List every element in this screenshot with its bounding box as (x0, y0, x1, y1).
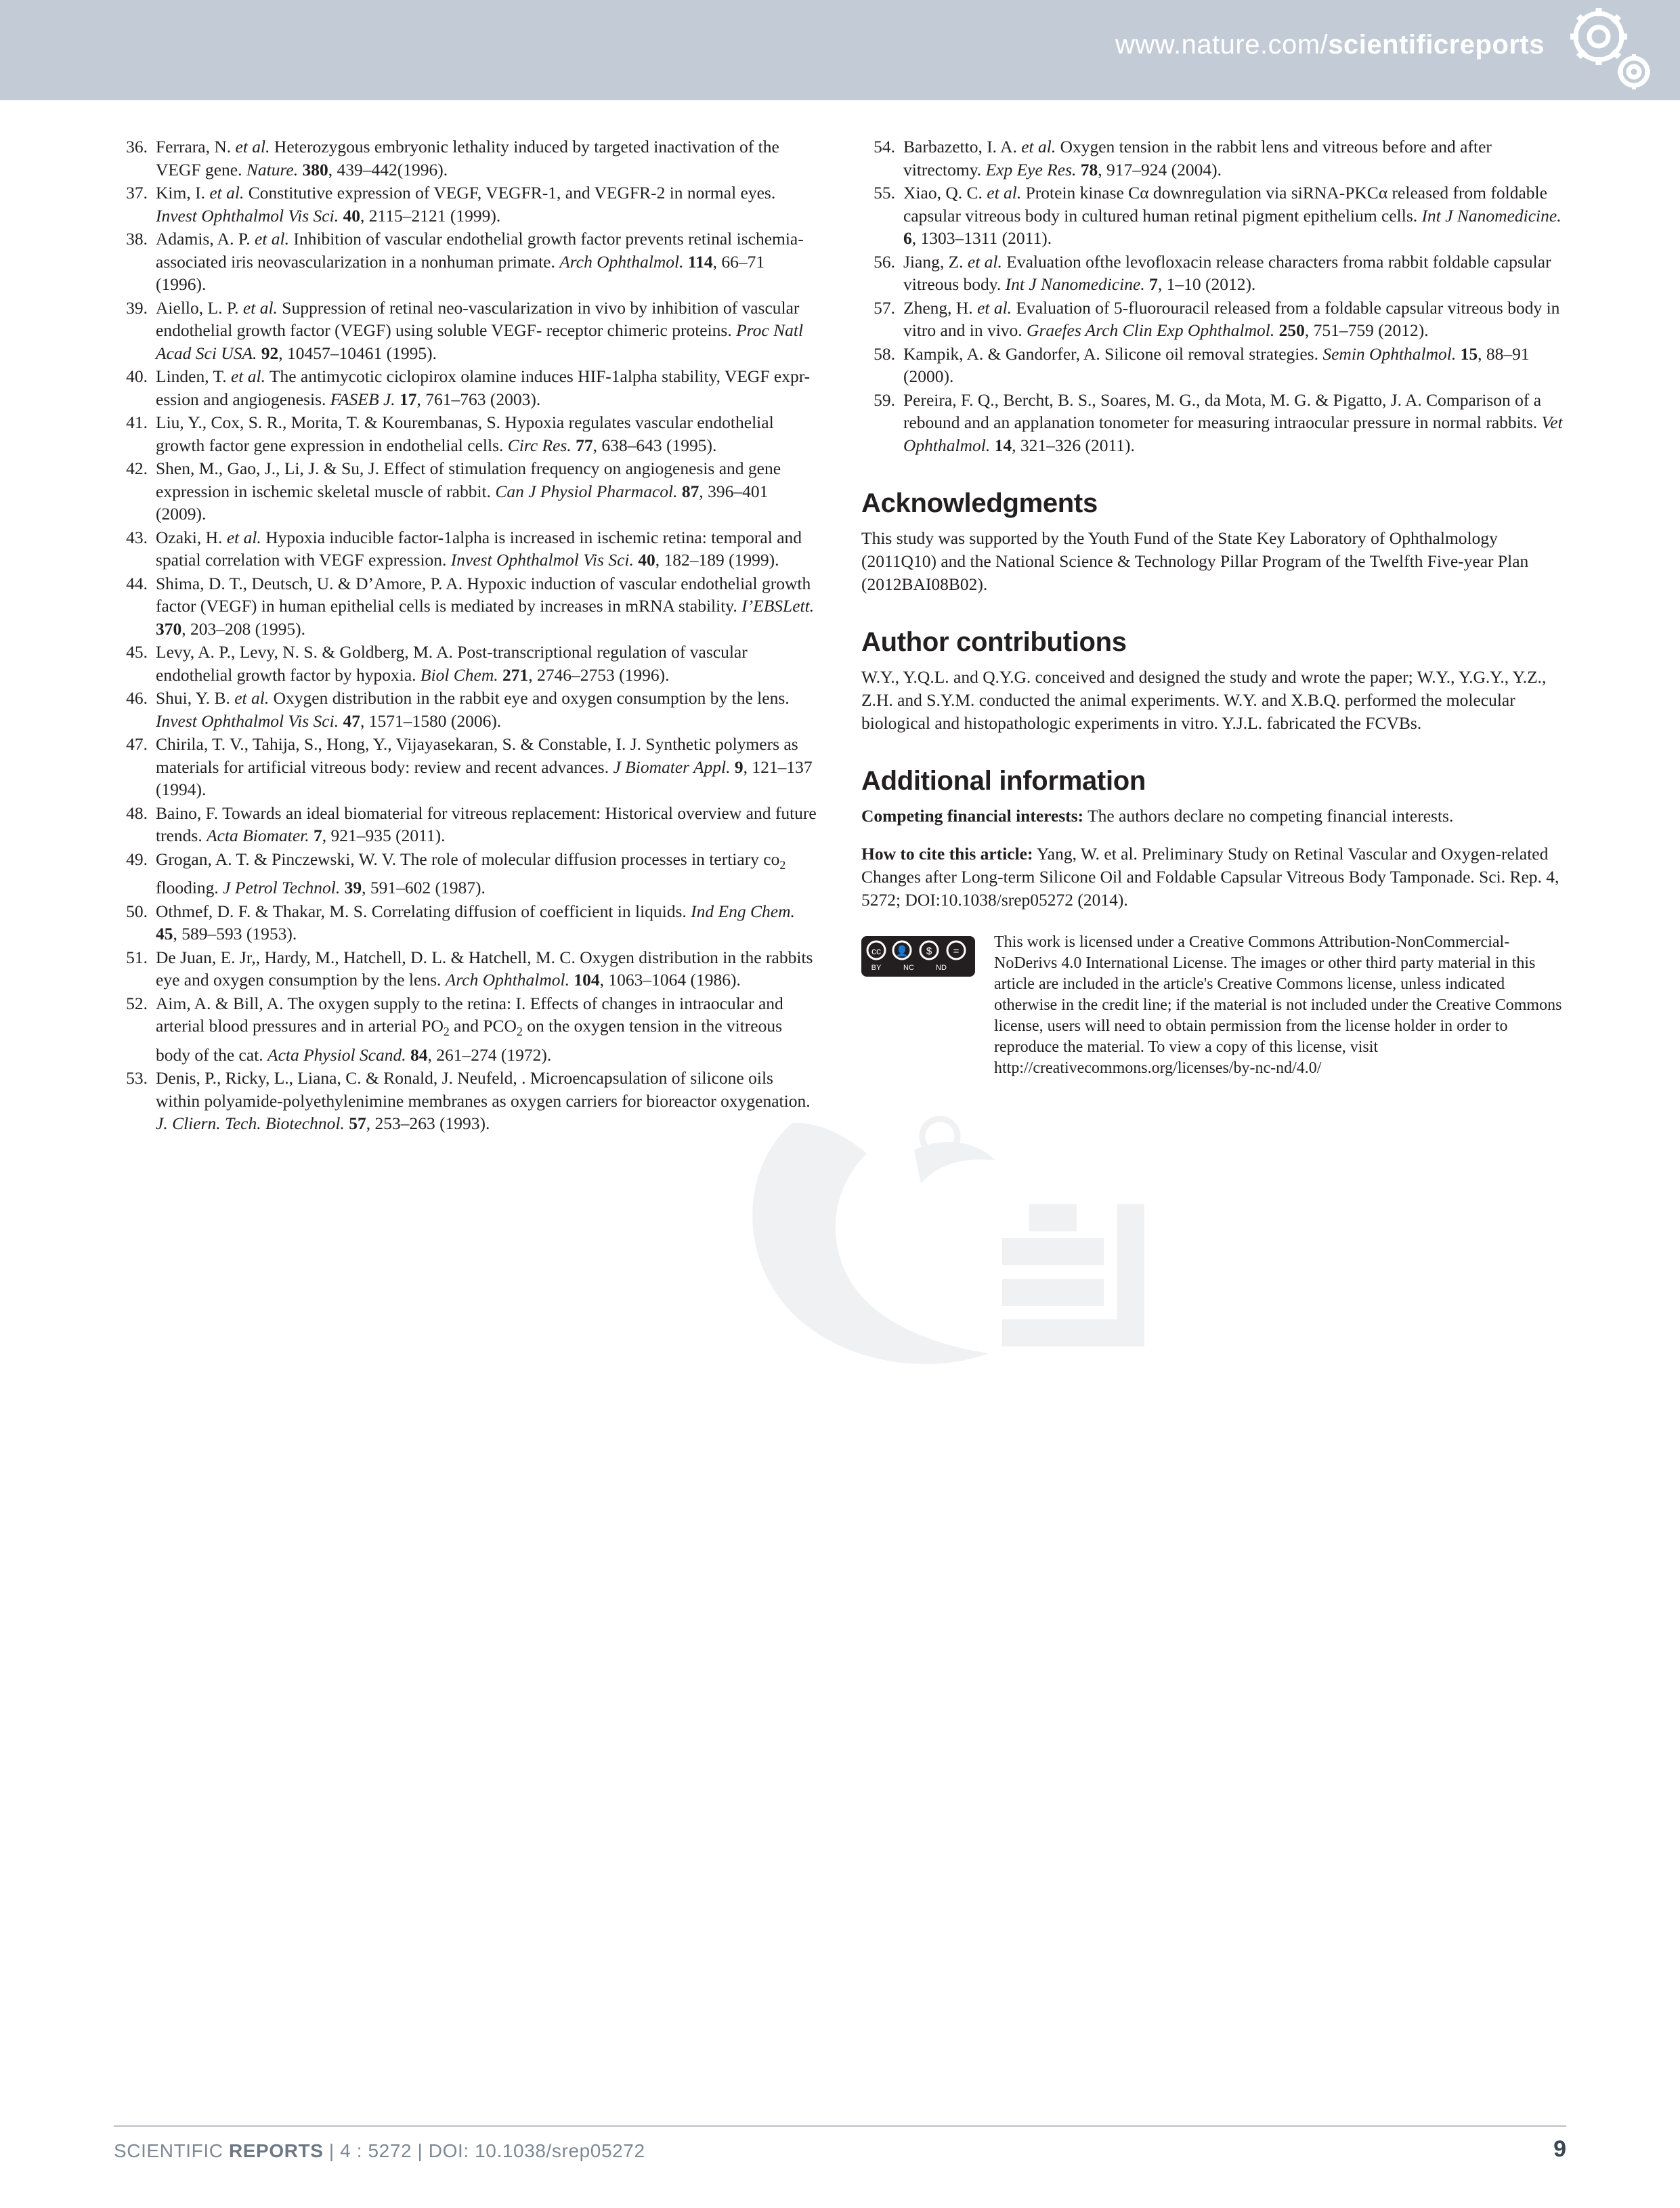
footer-journal-light: SCIENTIFIC (114, 2140, 223, 2161)
reference-text: Xiao, Q. C. et al. Protein kinase Cα downregulation via siRNA-PKCα released from foldable capsular vitreous body in cultured human retinal pigment epithelium cells. Int J Nanomedicine. 6, 1303–1311 (2011). (903, 183, 1561, 248)
svg-text:BY: BY (871, 964, 882, 972)
footer-divider (114, 2125, 1566, 2127)
reference-text: Ferrara, N. et al. Heterozygous embryonic lethality induced by targeted inactivation of the VEGF gene. Nature. 380, 439–442(1996). (156, 137, 779, 179)
reference-number: 37. (126, 183, 148, 203)
reference-item (114, 411, 818, 457)
reference-text: Aiello, L. P. et al. Suppression of retinal neo-vascularization in vivo by inhibition of vascular endothelial growth factor (VEGF) using soluble VEGF- receptor chimeric proteins. Proc Natl Acad Sci USA. 92, 10457–10461 (1995). (156, 297, 804, 363)
reference-item (114, 733, 818, 801)
reference-item (861, 389, 1566, 457)
reference-item (114, 946, 818, 992)
reference-list-right (861, 135, 1566, 457)
reference-number: 42. (126, 459, 148, 478)
reference-item (861, 182, 1566, 250)
reference-item (861, 343, 1566, 388)
reference-text: Shima, D. T., Deutsch, U. & D’Amore, P. A. Hypoxic induction of vascular endothelial growth factor (VEGF) in human epithelial cells is mediated by increases in mRNA stability. I’EBSLett. 370, 203–208 (1995). (156, 573, 815, 639)
how-to-cite-paragraph (861, 843, 1566, 912)
footer-doi: | 4 : 5272 | DOI: 10.1038/srep05272 (328, 2140, 645, 2161)
page-number: 9 (1553, 2136, 1566, 2162)
footer-citation (114, 2140, 645, 2162)
reference-item (114, 802, 818, 847)
acknowledgments-text: This study was supported by the Youth Fund of the State Key Laboratory of Ophthalmology (2011Q10) and the National Science & Technology Pillar Program of the Twelfth Five-year Plan (2012BAI08B02). (861, 528, 1529, 594)
svg-text:NC: NC (903, 964, 914, 972)
reference-number: 40. (126, 366, 148, 386)
reference-number: 51. (126, 947, 148, 967)
reference-text: Baino, F. Towards an ideal biomaterial for vitreous replacement: Historical overview and future trends. Acta Biomater. 7, 921–935 (2011). (156, 803, 817, 845)
references-column-right (861, 135, 1566, 1088)
reference-item (114, 992, 818, 1067)
license-block (861, 932, 1566, 1088)
how-to-cite-text: Yang, W. et al. Preliminary Study on Retinal Vascular and Oxygen-related Changes after Long-term Silicone Oil and Foldable Capsular Vitreous Body Tamponade. Sci. Rep. 4, 5272; DOI:10.1038/srep05272 (2014). (861, 844, 1559, 910)
reference-number: 47. (126, 734, 148, 754)
reference-text: Levy, A. P., Levy, N. S. & Goldberg, M. A. Post-transcriptional regulation of vascular endothelial growth factor by hypoxia. Biol Chem. 271, 2746–2753 (1996). (156, 642, 748, 685)
page-content (0, 100, 1680, 2208)
reference-number: 46. (126, 688, 148, 708)
reference-item (114, 848, 818, 899)
reference-number: 45. (126, 642, 148, 662)
reference-item (114, 457, 818, 526)
journal-url-bold: scientificreports (1328, 30, 1545, 60)
svg-text:$: $ (926, 946, 932, 957)
reference-text: Shui, Y. B. et al. Oxygen distribution in the rabbit eye and oxygen consumption by the lens. Invest Ophthalmol Vis Sci. 47, 1571–1580 (2006). (156, 688, 790, 731)
reference-text: Adamis, A. P. et al. Inhibition of vascular endothelial growth factor prevents retinal ischemia-associated iris neovascularization in a nonhuman primate. Arch Ophthalmol. 114, 66–71 (1996). (156, 229, 804, 294)
reference-item (861, 297, 1566, 342)
reference-number: 53. (126, 1068, 148, 1088)
competing-interests-label: Competing financial interests: (861, 806, 1084, 826)
reference-item (114, 687, 818, 732)
reference-number: 43. (126, 527, 148, 547)
svg-text:👤: 👤 (895, 946, 909, 957)
how-to-cite-label: How to cite this article: (861, 844, 1033, 864)
svg-text:=: = (953, 946, 960, 957)
page-header-band (0, 0, 1680, 100)
reference-item (114, 135, 818, 181)
reference-text: Liu, Y., Cox, S. R., Morita, T. & Kourembanas, S. Hypoxia regulates vascular endothelial growth factor gene expression in endothelial cells. Circ Res. 77, 638–643 (1995). (156, 412, 774, 455)
reference-item (114, 526, 818, 572)
reference-text: Aim, A. & Bill, A. The oxygen supply to the retina: I. Effects of changes in intraocular and arterial blood pressures and in arterial $PO_2$ and $PCO_2$ on the oxygen tension in the vitreous body of the cat. Acta Physiol Scand. 84, 261–274 (1972). (156, 993, 783, 1065)
reference-text: Grogan, A. T. & Pinczewski, W. V. The role of molecular diffusion processes in tertiary $co_2$ flooding. J Petrol Technol. 39, 591–602 (1987). (156, 849, 786, 898)
additional-information-heading: Additional information (861, 766, 1146, 796)
reference-text: Kim, I. et al. Constitutive expression of VEGF, VEGFR-1, and VEGFR-2 in normal eyes. Invest Ophthalmol Vis Sci. 40, 2115–2121 (1999). (156, 183, 776, 226)
reference-text: Pereira, F. Q., Bercht, B. S., Soares, M. G., da Mota, M. G. & Pigatto, J. A. Comparison of a rebound and an applanation tonometer for measuring intraocular pressure in normal rabbits. Vet Ophthalmol. 14, 321–326 (2011). (903, 389, 1563, 455)
reference-item (114, 365, 818, 410)
reference-item (114, 572, 818, 641)
reference-number: 44. (126, 573, 148, 593)
svg-text:ND: ND (936, 964, 947, 972)
reference-text: Denis, P., Ricky, L., Liana, C. & Ronald, J. Neufeld, . Microencapsulation of silicone oils within polyamide-polyethylenimine membranes as oxygen carriers for bioreactor oxygenation. J. Cliern. Tech. Biotechnol. 57, 253–263 (1993). (156, 1068, 811, 1134)
reference-number: 58. (874, 343, 895, 364)
reference-number: 36. (126, 137, 148, 156)
reference-item (114, 1067, 818, 1135)
reference-number: 48. (126, 803, 148, 823)
reference-text: Linden, T. et al. The antimycotic ciclopirox olamine induces HIF-1alpha stability, VEGF expr- ession and angiogenesis. FASEB J. 17, 761–763 (2003). (156, 366, 811, 409)
references-column-left (114, 135, 818, 1136)
reference-number: 50. (126, 901, 148, 921)
svg-text:cc: cc (871, 946, 881, 956)
reference-text: Shen, M., Gao, J., Li, J. & Su, J. Effect of stimulation frequency on angiogenesis and gene expression in ischemic skeletal muscle of rabbit. Can J Physiol Pharmacol. 87, 396–401 (2009). (156, 459, 781, 524)
license-text: This work is licensed under a Creative Commons Attribution-NonCommercial-NoDerivs 4.0 International License. The images or other third party material in this article are included in the article's Creative Commons license, unless indicated otherwise in the credit line; if the material is not included under the Creative Commons license, users will need to obtain permission from the license holder in order to reproduce the material. To view a copy of this license, visit http://creativecommons.org/licenses/by-nc-nd/4.0/ (994, 933, 1562, 1077)
reference-text: De Juan, E. Jr,, Hardy, M., Hatchell, D. L. & Hatchell, M. C. Oxygen distribution in the rabbits eye and oxygen consumption by the lens. Arch Ophthalmol. 104, 1063–1064 (1986). (156, 947, 813, 990)
reference-text: Chirila, T. V., Tahija, S., Hong, Y., Vijayasekaran, S. & Constable, I. J. Synthetic polymers as materials for artificial vitreous body: review and recent advances. J Biomater Appl. 9, 121–137 (1994). (156, 734, 813, 799)
reference-item (114, 228, 818, 296)
reference-text: Barbazetto, I. A. et al. Oxygen tension in the rabbit lens and vitreous before and after vitrectomy. Exp Eye Res. 78, 917–924 (2004). (903, 137, 1492, 179)
reference-number: 49. (126, 849, 148, 869)
reference-number: 41. (126, 412, 148, 432)
reference-item (114, 297, 818, 365)
author-contributions-text: W.Y., Y.Q.L. and Q.Y.G. conceived and designed the study and wrote the paper; W.Y., Y.G.Y., Y.Z., Z.H. and S.Y.M. conducted the animal experiments. W.Y. and X.B.Q. performed the molecular biological and histopathologic experiments in vitro. Y.J.L. fabricated the FCVBs. (861, 667, 1547, 733)
reference-list-left (114, 135, 818, 1135)
reference-number: 39. (126, 297, 148, 318)
reference-item (861, 251, 1566, 296)
reference-text: Kampik, A. & Gandorfer, A. Silicone oil removal strategies. Semin Ophthalmol. 15, 88–91 (2000). (903, 343, 1530, 386)
reference-number: 54. (874, 137, 895, 156)
acknowledgments-heading: Acknowledgments (861, 488, 1098, 518)
journal-url-plain: www.nature.com/ (1115, 30, 1329, 60)
footer-journal-bold: REPORTS (228, 2140, 324, 2161)
reference-number: 55. (874, 183, 895, 203)
nature-gear-logo (1554, 4, 1656, 99)
author-contributions-heading: Author contributions (861, 627, 1127, 657)
reference-text: Zheng, H. et al. Evaluation of 5-fluorouracil released from a foldable capsular vitreous body in vitro and in vivo. Graefes Arch Clin Exp Ophthalmol. 250, 751–759 (2012). (903, 297, 1560, 340)
reference-item (861, 135, 1566, 181)
reference-text: Ozaki, H. et al. Hypoxia inducible factor-1alpha is increased in ischemic retina: temporal and spatial correlation with VEGF expression. Invest Ophthalmol Vis Sci. 40, 182–189 (1999). (156, 527, 802, 570)
competing-interests-text: The authors declare no competing financial interests. (1083, 806, 1454, 826)
reference-item (114, 900, 818, 946)
reference-number: 57. (874, 297, 895, 318)
reference-number: 52. (126, 993, 148, 1013)
reference-text: Othmef, D. F. & Thakar, M. S. Correlating diffusion of coefficient in liquids. Ind Eng Chem. 45, 589–593 (1953). (156, 901, 795, 944)
journal-url (1115, 30, 1545, 60)
creative-commons-badge-icon (861, 936, 975, 977)
reference-number: 56. (874, 251, 895, 272)
reference-number: 38. (126, 229, 148, 249)
reference-item (114, 641, 818, 686)
reference-number: 59. (874, 389, 895, 410)
reference-text: Jiang, Z. et al. Evaluation ofthe levofloxacin release characters froma rabbit foldable capsular vitreous body. Int J Nanomedicine. 7, 1–10 (2012). (903, 251, 1551, 294)
competing-interests-paragraph (861, 805, 1566, 828)
reference-item (114, 182, 818, 227)
